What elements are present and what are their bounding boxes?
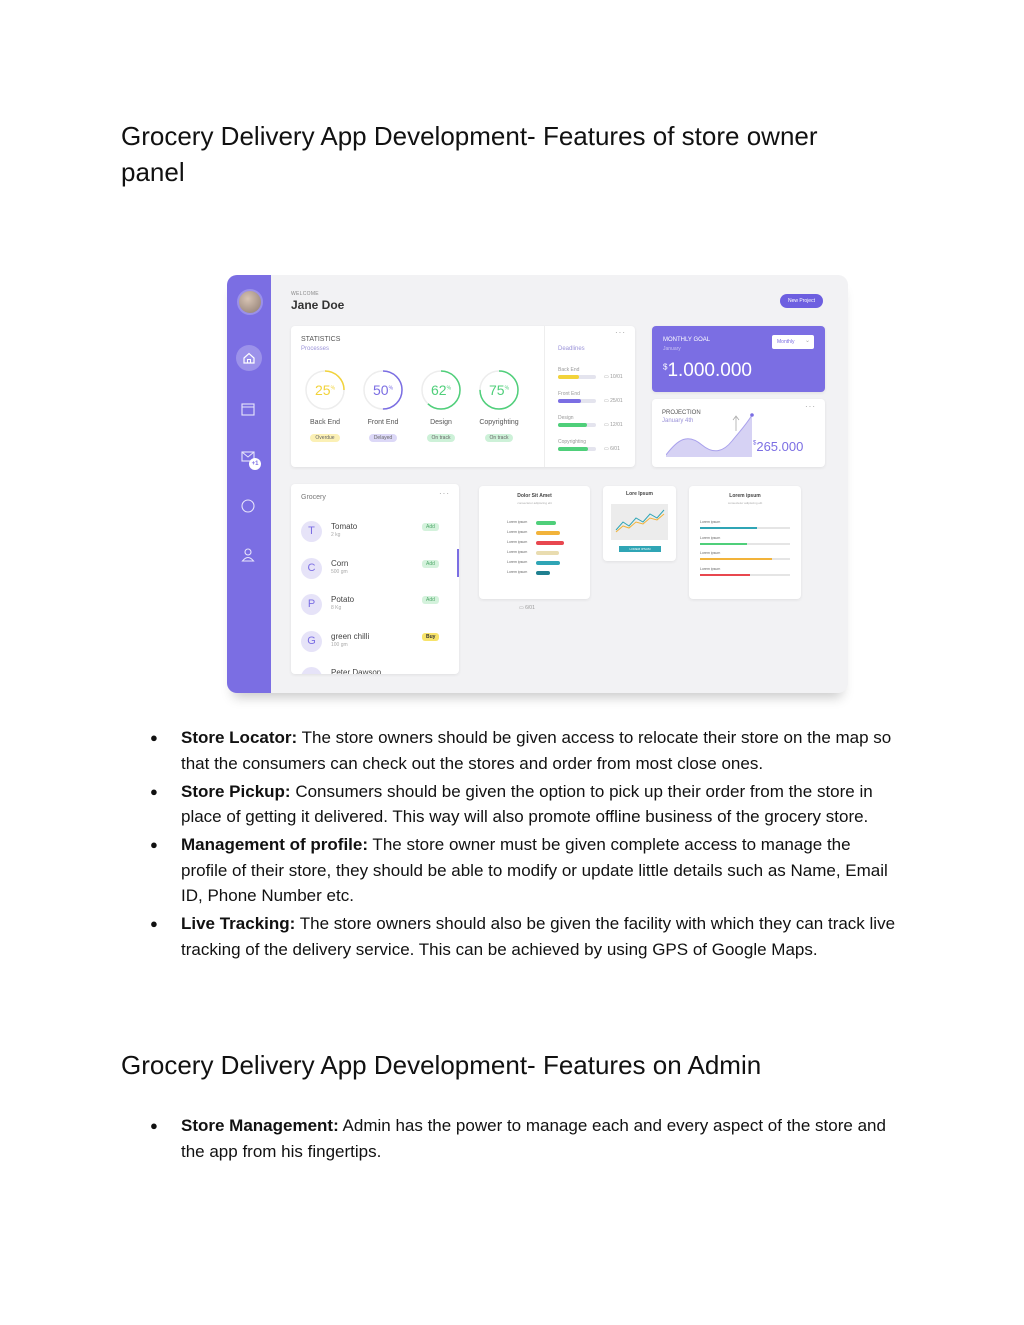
bar-label: Lorem ipsum — [700, 566, 721, 571]
feature-description: Admin has the power to manage each and every aspect of the store and the app from his fingertips. — [181, 1116, 886, 1161]
deadline-bar — [558, 447, 596, 451]
bar-track — [700, 543, 790, 545]
bar — [536, 531, 560, 535]
add-button[interactable]: Add — [422, 560, 439, 568]
feature-term: Store Management: — [181, 1116, 339, 1135]
chevron-down-icon: ⌄ — [804, 338, 810, 344]
feature-term: Live Tracking: — [181, 914, 296, 933]
list-item[interactable] — [301, 558, 451, 588]
lore-line-chart — [611, 504, 668, 540]
stat-percent: 25% — [314, 382, 336, 398]
bar-track — [700, 527, 790, 529]
deadline-label: Back End — [558, 367, 580, 373]
projection-title: PROJECTION — [662, 410, 701, 416]
store-owner-feature-list — [150, 725, 900, 965]
feature-item — [150, 1113, 900, 1164]
more-icon[interactable]: ··· — [805, 402, 816, 411]
projection-card — [652, 399, 825, 467]
feature-item — [150, 911, 900, 962]
deadline-bar — [558, 375, 596, 379]
section-heading-admin: Grocery Delivery App Development- Features on Admin — [121, 1050, 762, 1080]
stat-1 — [361, 368, 405, 444]
item-initial: C — [301, 558, 322, 579]
stat-percent: 75% — [488, 382, 510, 398]
status-badge: On track — [427, 434, 456, 442]
sidebar — [227, 275, 271, 693]
admin-feature-list — [150, 1113, 900, 1167]
feature-description: The store owners should be given access to relocate their store on the map so that the consumers can check out the stores and order from most close ones. — [181, 728, 892, 773]
grocery-title: Grocery — [301, 494, 326, 501]
stat-percent: 62% — [430, 382, 452, 398]
status-badge: Overdue — [310, 434, 339, 442]
chat-icon[interactable] — [238, 496, 258, 516]
feature-item — [150, 832, 900, 909]
bar — [536, 521, 556, 525]
item-initial: T — [301, 521, 322, 542]
status-badge: Delayed — [369, 434, 397, 442]
monthly-goal-card — [652, 326, 825, 392]
period-dropdown-value: Monthly — [777, 339, 795, 345]
bar-label: Lorem ipsum — [507, 550, 528, 554]
bar — [700, 527, 757, 529]
deadline-label: Copyrighting — [558, 439, 587, 445]
lore-card — [603, 486, 676, 561]
calendar-icon[interactable] — [238, 399, 258, 419]
status-badge: On track — [485, 434, 514, 442]
lorem-card: Lorem ipsum consectetur adipiscing elit Lorem ipsum Lorem ipsum Lorem ipsum Lorem ipsum — [689, 486, 801, 599]
item-qty: 8 Kg — [331, 605, 342, 611]
list-item[interactable] — [301, 521, 451, 551]
deadline-bar — [558, 423, 596, 427]
deadline-label: Design — [558, 415, 574, 421]
stat-name: Copyrighting — [479, 419, 519, 426]
bar — [700, 543, 747, 545]
stat-0 — [303, 368, 347, 444]
period-dropdown[interactable] — [772, 335, 814, 349]
lorem-title: Lorem ipsum — [729, 493, 761, 499]
feature-term: Store Locator: — [181, 728, 298, 747]
statistics-card — [291, 326, 635, 467]
dolor-date: ▭ 6/01 — [519, 605, 535, 611]
bar-track — [700, 574, 790, 576]
deadline-date: ▭ 10/01 — [604, 374, 623, 380]
list-item[interactable] — [301, 594, 451, 624]
monthly-goal-month: January — [663, 346, 681, 352]
more-icon[interactable]: ··· — [615, 328, 626, 337]
lore-title: Lore Ipsum — [626, 491, 653, 497]
stat-3 — [477, 368, 521, 444]
item-name: Potato — [331, 595, 355, 604]
bar-label: Lorem ipsum — [507, 530, 528, 534]
buy-button[interactable]: Buy — [422, 633, 439, 641]
bar-label: Lorem ipsum — [700, 551, 721, 555]
notification-badge: +1 — [249, 458, 261, 470]
deadline-date: ▭ 6/01 — [604, 446, 620, 452]
welcome-label: WELCOME — [291, 291, 319, 297]
bar-label: Lorem ipsum — [507, 570, 528, 574]
feature-description: The store owners should also be given the facility with which they can track live tracking of the delivery service. This can be achieved by using GPS of Google Maps. — [181, 914, 896, 959]
monthly-goal-amount: $1.000.000 — [663, 360, 752, 381]
deadlines-panel — [544, 326, 635, 467]
feature-term: Management of profile: — [181, 835, 369, 854]
bar-label: Lorem ipsum — [700, 535, 721, 540]
dolor-card: Dolor Sit Amet consectetur adipiscing elit Lorem ipsum Lorem ipsum Lorem ipsum Lorem ipsum Lorem ipsum Lorem ipsum ▭ 6/01 — [479, 486, 590, 599]
bar-track — [700, 558, 790, 560]
bar-label: Lorem ipsum — [507, 520, 528, 524]
feature-item — [150, 725, 900, 776]
stat-name: Back End — [310, 419, 340, 426]
home-icon[interactable] — [236, 345, 262, 371]
projection-area-chart — [666, 411, 756, 457]
deadlines-title: Deadlines — [558, 346, 585, 352]
stat-name: Design — [430, 419, 452, 426]
statistics-subtitle: Processes — [301, 346, 330, 352]
feature-description: The store owner must be given complete access to manage the profile of their store, they should be able to modify or update little details such as Name, Email ID, Phone Number etc. — [181, 835, 888, 905]
item-initial: G — [301, 631, 322, 652]
deadline-date: ▭ 25/01 — [604, 398, 623, 404]
bar — [536, 541, 564, 545]
item-initial: P — [301, 594, 322, 615]
deadline-label: Front End — [558, 391, 580, 397]
item-name: Corn — [331, 558, 349, 568]
user-name: Jane Doe — [291, 298, 345, 312]
add-button[interactable]: Add — [422, 596, 439, 604]
avatar — [237, 289, 263, 315]
list-item[interactable] — [301, 631, 451, 661]
new-project-button[interactable]: New Project — [780, 294, 823, 308]
statistics-title: STATISTICS — [301, 336, 341, 343]
bar — [700, 558, 772, 560]
feature-item — [150, 779, 900, 830]
deadline-bar — [558, 399, 596, 403]
bar-label: Lorem ipsum — [700, 520, 721, 524]
user-icon[interactable] — [238, 545, 258, 565]
stat-percent: 50% — [372, 382, 394, 398]
feature-term: Store Pickup: — [181, 781, 291, 801]
bar — [536, 571, 550, 575]
scrollbar[interactable] — [457, 549, 459, 577]
stat-name: Front End — [367, 419, 399, 426]
monthly-goal-title: MONTHLY GOAL — [663, 337, 711, 343]
item-qty: 100 gm — [331, 641, 348, 648]
projection-amount: $265.000 — [753, 439, 804, 454]
add-button[interactable]: Add — [422, 523, 439, 531]
item-qty: 500 gm — [331, 568, 348, 575]
projection-date: January 4th — [662, 418, 694, 424]
item-name: green chilli — [331, 631, 370, 641]
bar-label: Lorem ipsum — [507, 540, 528, 544]
feature-description: Consumers should be given the option to pick up their order from the store in place of getting it delivered. This way will also promote offline business of the grocery store. — [181, 781, 873, 826]
bar — [536, 561, 560, 565]
section-heading-store-owner: Grocery Delivery App Development- Features of store owner panel — [121, 121, 818, 187]
more-icon[interactable]: ··· — [439, 489, 450, 498]
dashboard-screenshot — [227, 275, 848, 693]
bar — [700, 574, 750, 576]
item-name: Tomato — [331, 522, 358, 531]
bar-label: Lorem ipsum — [507, 560, 528, 564]
item-qty: 2 kg — [331, 532, 341, 538]
lore-button[interactable]: LOREM IPSUM — [619, 546, 661, 552]
grocery-card — [291, 484, 459, 674]
list-item[interactable] — [301, 667, 451, 674]
bar — [536, 551, 559, 555]
item-initial — [301, 667, 322, 674]
stat-2 — [419, 368, 463, 444]
item-name: Peter Dawson — [331, 668, 382, 674]
deadline-date: ▭ 12/01 — [604, 422, 623, 428]
dolor-title: Dolor Sit Amet — [517, 493, 552, 499]
